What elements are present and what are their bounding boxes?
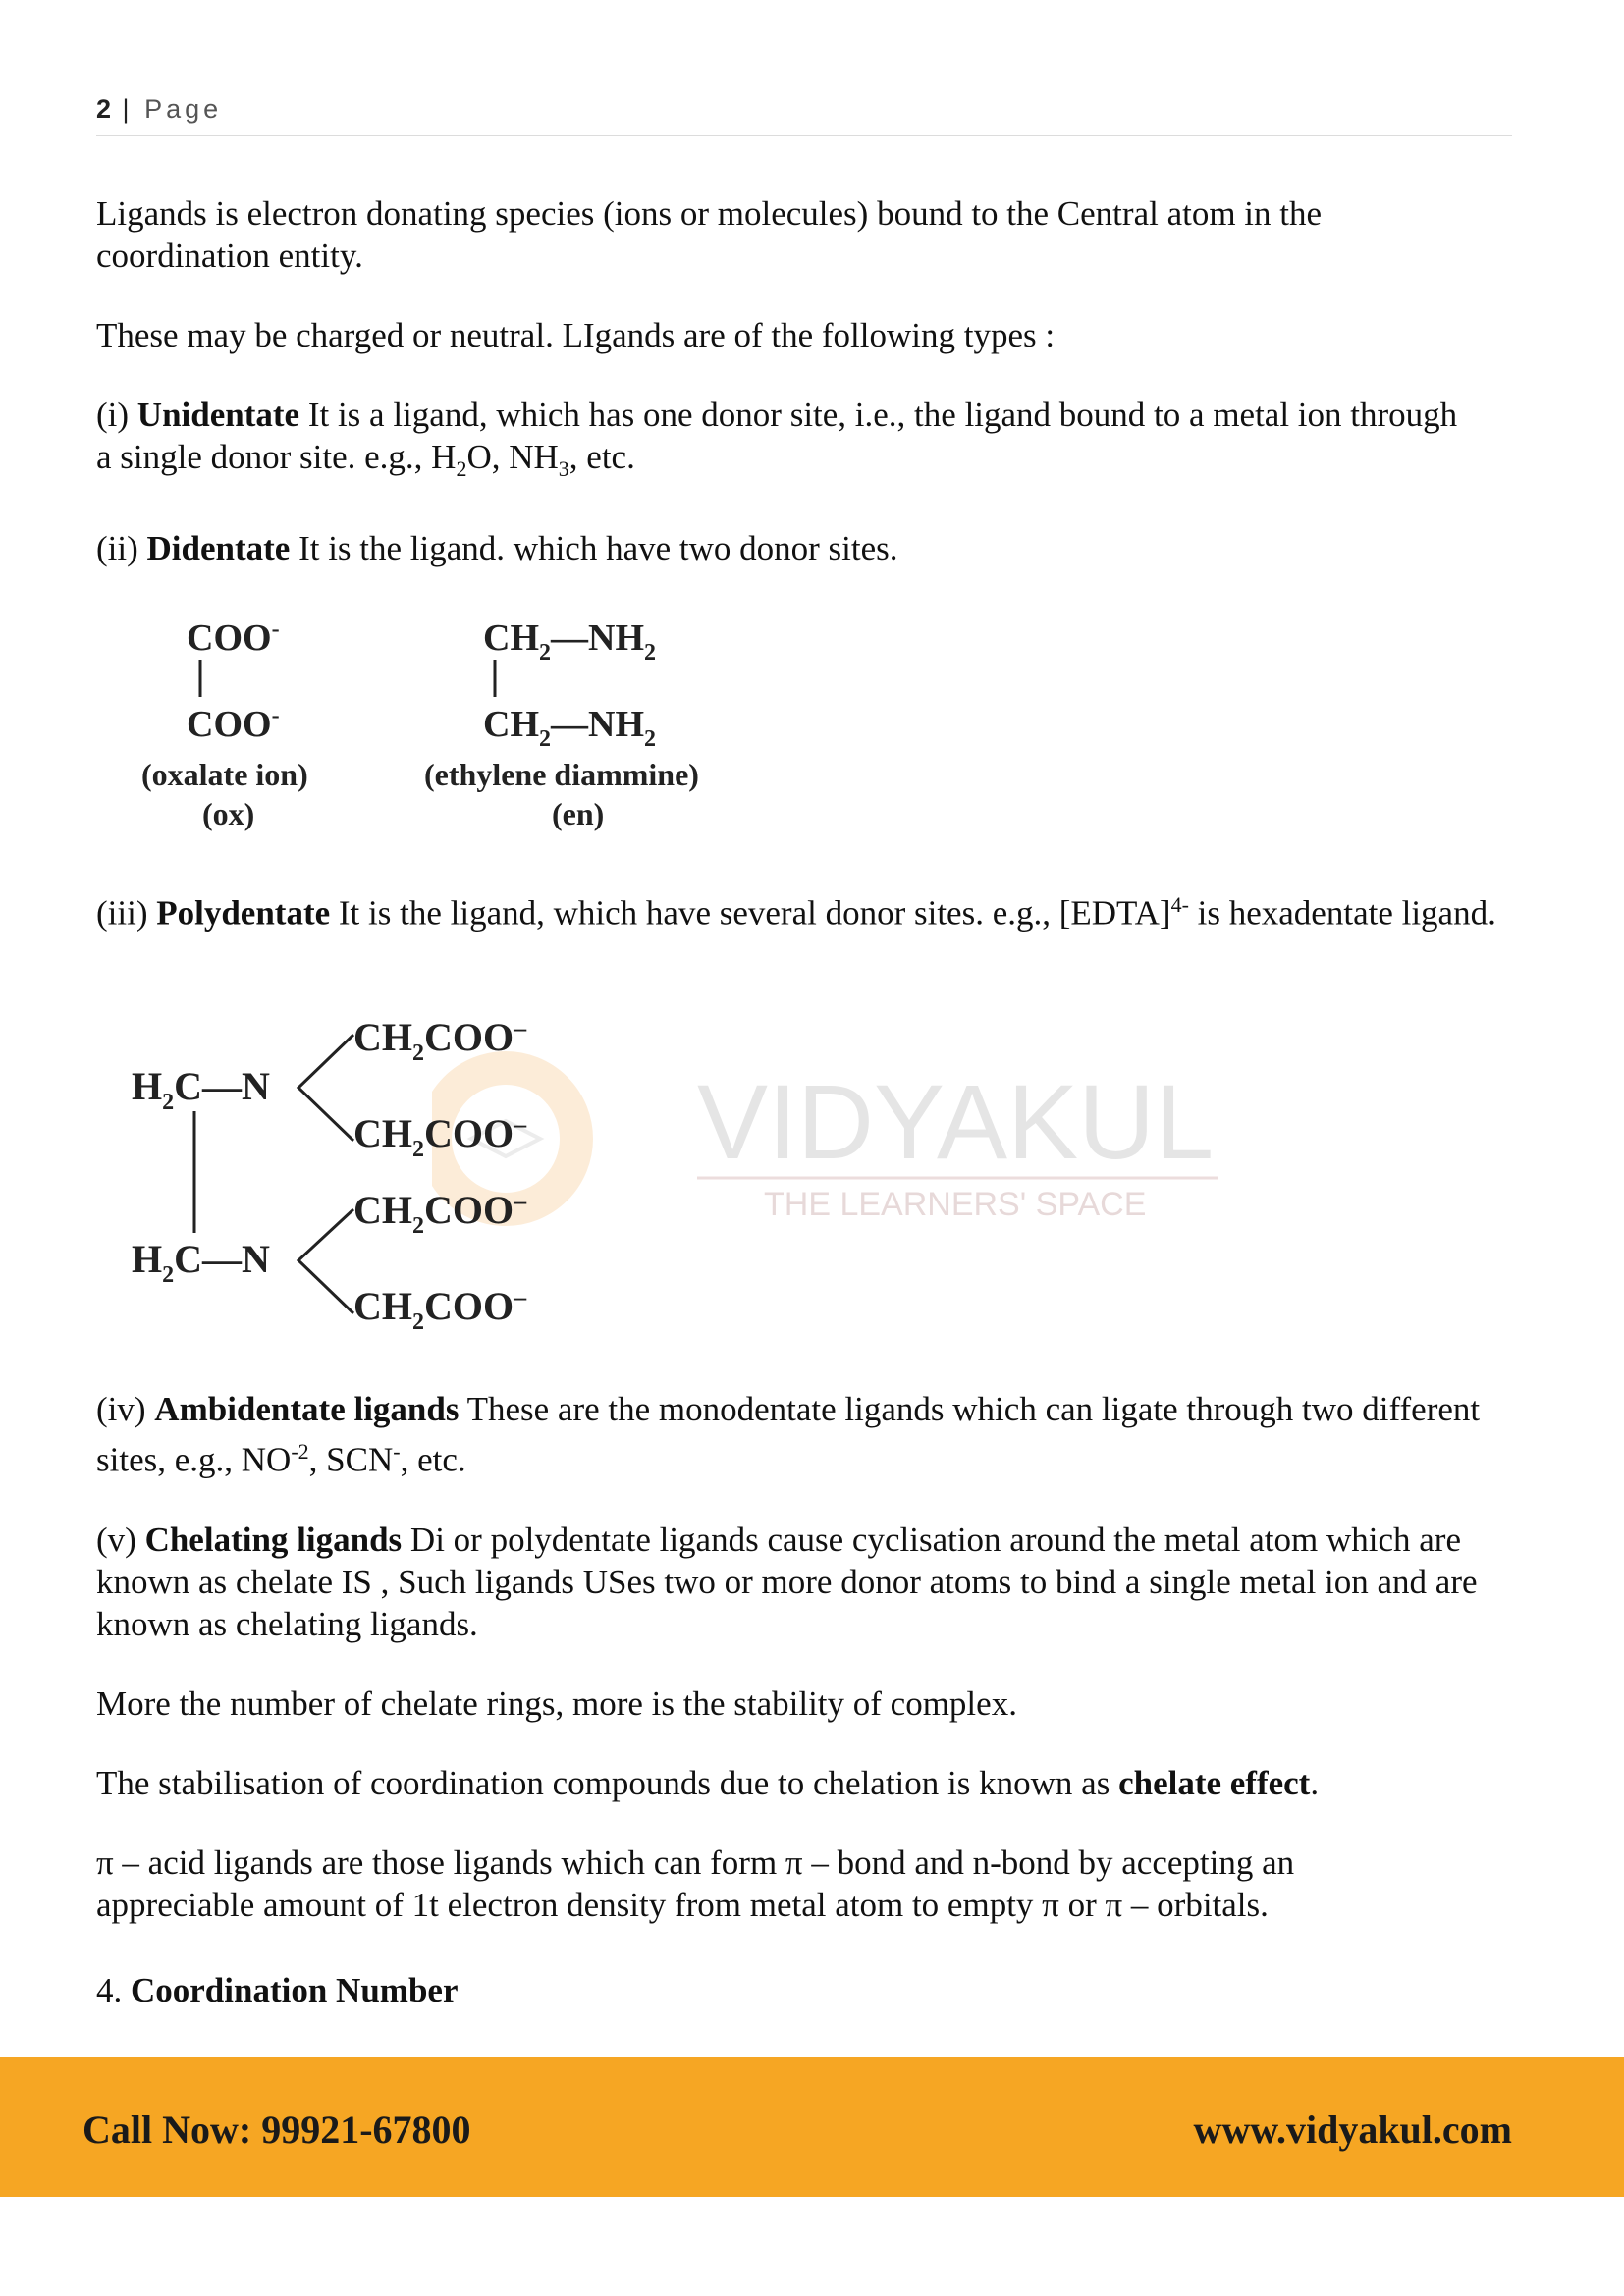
page-header [96,94,1512,136]
section-coordination-number: 4. Coordination Number [96,1970,459,2009]
term-didentate: Didentate [146,529,291,567]
paragraph-polydentate: (iii) Polydentate It is the ligand, which have several donor sites. e.g., [EDTA]$^{4-}$ is hexadentate ligand. [96,892,1496,933]
call-now-text: Call Now: 99921-67800 [82,2108,471,2152]
svg-text:CH2COO–: $CH_2COO^-$ [353,1014,527,1066]
paragraph-ambidentate: (iv) Ambidentate ligands These are the monodentate ligands which can ligate through two different sites, e.g., $NO^{-2}$, SCN-, etc. [96,1390,1481,1479]
en-abbr: (en) [552,796,605,831]
watermark-tagline: THE LEARNERS' SPACE [764,1186,1147,1223]
lower-content [96,1388,1520,2011]
page-number: 2 [96,94,112,124]
ethylenediamine-structure [424,617,699,831]
term-polydentate: Polydentate [156,893,331,933]
oxalate-structure [141,616,308,831]
en-top-group: $CH_2—NH_2$ [483,617,656,666]
term-ambidentate: Ambidentate ligands [154,1390,460,1428]
edta-lower-nitrogen [132,1237,270,1288]
edta-lower-branch [298,1209,353,1313]
paragraph-chelating: (v) Chelating ligands Di or polydentate ligands cause cyclisation around the metal atom which are known as chelate IS , Such ligands USes two or more donor atoms to bind a single metal ion and are known as chelating ligands. [96,1520,1478,1643]
svg-text:CH2COO–: $CH_2COO^-$ [353,1110,527,1162]
term-coordination-number: Coordination Number [131,1970,459,2009]
edta-upper-nitrogen [132,1064,270,1115]
polydentate-block [96,883,1520,934]
page-label: Page [144,94,223,124]
oxalate-abbr: (ox) [202,796,255,831]
paragraph-chelate-effect: The stabilisation of coordination compounds due to chelation is known as chelate effect. [96,1763,1320,1802]
footer-banner [0,2057,1624,2197]
term-unidentate: Unidentate [136,396,300,434]
edta-arm-4 [353,1283,527,1335]
edta-arm-3 [353,1187,527,1239]
svg-text:H2C—N: $H_2C—N$ [132,1064,270,1115]
paragraph-didentate: (ii) Didentate It is the ligand. which have two donor sites. [96,529,898,567]
svg-text:H2C—N: $H_2C—N$ [132,1237,270,1288]
en-bottom-group: $CH_2—NH_2$ [483,704,656,752]
didentate-ligands-figure [128,601,795,846]
term-chelate-effect: chelate effect [1118,1763,1311,1802]
page-content [96,192,1520,569]
en-name: (ethylene diammine) [424,757,699,792]
term-chelating: Chelating ligands [144,1520,403,1559]
edta-upper-branch [298,1035,353,1141]
svg-text:CH2COO–: $CH_2COO^-$ [353,1283,527,1335]
oxalate-name: (oxalate ion) [141,757,308,792]
paragraph-chelate-rings: More the number of chelate rings, more is the stability of complex. [96,1683,1017,1723]
paragraph-ligand-types: These may be charged or neutral. LIgands are of the following types : [96,316,1056,354]
edta-structure-figure [96,1001,626,1355]
paragraph-pi-acid: π – acid ligands are those ligands which can form π – bond and n-bond by accepting an appreciable amount of 1t electron density from metal atom to empty π or π – orbitals. [96,1842,1295,1924]
watermark-brand: VIDYAKUL [697,1062,1215,1181]
header-separator: | [122,94,134,124]
edta-arm-2 [353,1110,527,1162]
oxalate-top-group: COO- [187,616,280,659]
svg-text:CH2COO–: $CH_2COO^-$ [353,1187,527,1239]
paragraph-ligands-definition: Ligands is electron donating species (ions or molecules) bound to the Central atom in the coordination entity. [96,194,1323,275]
paragraph-unidentate: (i) Unidentate It is a ligand, which has one donor site, i.e., the ligand bound to a metal ion through a single donor site. e.g., $H_2O$, $NH_3$, etc. [96,396,1458,481]
edta-arm-1 [353,1014,527,1066]
oxalate-bottom-group: COO- [187,703,280,745]
website-link[interactable]: www.vidyakul.com [1193,2108,1512,2152]
